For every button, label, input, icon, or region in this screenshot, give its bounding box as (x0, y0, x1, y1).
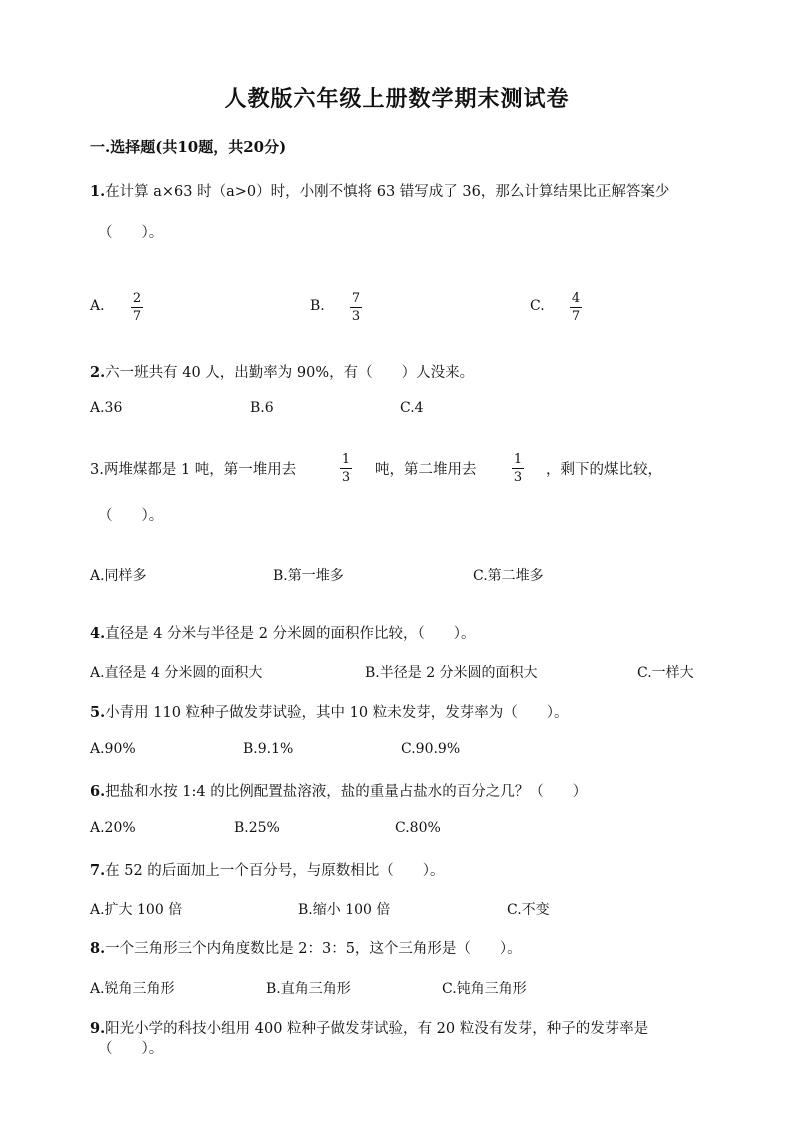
question-text: 阳光小学的科技小组用 400 粒种子做发芽试验，有 20 粒没有发芽，种子的发芽率是 (105, 1021, 649, 1037)
option-a: A.锐角三角形 (90, 981, 175, 997)
option-c: C.一样大 (637, 665, 694, 681)
question-text: 六一班共有 40 人，出勤率为 90%，有（ ）人没来。 (105, 365, 475, 381)
option-c: C.不变 (507, 902, 550, 918)
option-c: C.90.9% (401, 741, 461, 757)
question-text-part1: 两堆煤都是 1 吨，第一堆用去 (103, 462, 297, 478)
question-8 (90, 937, 522, 958)
question-text: 一个三角形三个内角度数比是 2：3：5，这个三角形是（ ）。 (105, 941, 522, 957)
option-c: C.80% (395, 820, 441, 836)
option-a: A.同样多 (90, 568, 147, 584)
option-b: B.缩小 100 倍 (298, 902, 391, 918)
option-c: C.4 (400, 400, 424, 416)
option-b: B.直角三角形 (266, 981, 351, 997)
denominator: 7 (571, 309, 581, 324)
question-text: 把盐和水按 1:4 的比例配置盐溶液，盐的重量占盐水的百分之几？（ ） (105, 784, 588, 800)
numerator: 7 (351, 291, 361, 306)
option-a: A.90% (90, 741, 136, 757)
question-1 (90, 180, 669, 201)
question-4 (90, 622, 476, 643)
question-text-part2: 吨，第二堆用去 (375, 462, 477, 478)
fraction-one-third (512, 452, 524, 485)
answer-blank: （ ）。 (98, 508, 164, 524)
question-number: 6. (90, 783, 106, 800)
option-b-fraction (350, 291, 362, 324)
option-b-label: B. (310, 298, 325, 314)
question-number: 4. (90, 625, 106, 642)
option-c: C.钝角三角形 (442, 981, 527, 997)
question-number: 1. (90, 183, 106, 200)
question-text: 直径是 4 分米与半径是 2 分米圆的面积作比较，（ ）。 (105, 626, 476, 642)
numerator: 1 (513, 452, 523, 467)
section-heading: 一.选择题(共10题，共20分) (90, 138, 287, 156)
denominator: 7 (132, 309, 142, 324)
question-9 (90, 1017, 648, 1038)
page-title: 人教版六年级上册数学期末测试卷 (224, 86, 570, 112)
question-text-part3: ，剩下的煤比较， (546, 462, 662, 478)
question-6 (90, 780, 587, 801)
option-a-fraction (131, 291, 143, 324)
option-c-label: C. (530, 298, 545, 314)
option-a: A.36 (90, 400, 123, 416)
numerator: 2 (132, 291, 142, 306)
fraction-one-third (340, 452, 352, 485)
question-number: 5. (90, 704, 106, 721)
question-text: 在计算 a×63 时（a>0）时，小刚不慎将 63 错写成了 36，那么计算结果比正解答案少 (105, 184, 670, 200)
denominator: 3 (351, 309, 361, 324)
denominator: 3 (513, 470, 523, 485)
option-a-label: A. (90, 298, 105, 314)
option-b: B.第一堆多 (273, 568, 344, 584)
question-2 (90, 361, 474, 382)
option-b: B.6 (250, 400, 274, 416)
answer-blank: （ ）。 (98, 1041, 164, 1057)
option-a: A.直径是 4 分米圆的面积大 (90, 665, 263, 681)
question-7 (90, 859, 445, 880)
question-number: 9. (90, 1020, 106, 1037)
option-b: B.半径是 2 分米圆的面积大 (365, 665, 538, 681)
numerator: 4 (571, 291, 581, 306)
question-number: 7. (90, 862, 106, 879)
question-3 (90, 458, 296, 479)
question-5 (90, 701, 568, 722)
option-c: C.第二堆多 (473, 568, 544, 584)
question-number: 8. (90, 940, 106, 957)
question-text: 在 52 的后面加上一个百分号，与原数相比（ ）。 (105, 863, 445, 879)
question-number: 2. (90, 364, 106, 381)
option-b: B.9.1% (243, 741, 294, 757)
option-a: A.20% (90, 820, 136, 836)
question-number: 3. (90, 462, 104, 478)
option-a: A.扩大 100 倍 (90, 902, 183, 918)
answer-blank: （ ）。 (98, 225, 164, 241)
question-text: 小青用 110 粒种子做发芽试验，其中 10 粒未发芽，发芽率为（ ）。 (105, 705, 569, 721)
option-c-fraction (570, 291, 582, 324)
denominator: 3 (341, 470, 351, 485)
numerator: 1 (341, 452, 351, 467)
option-b: B.25% (234, 820, 280, 836)
